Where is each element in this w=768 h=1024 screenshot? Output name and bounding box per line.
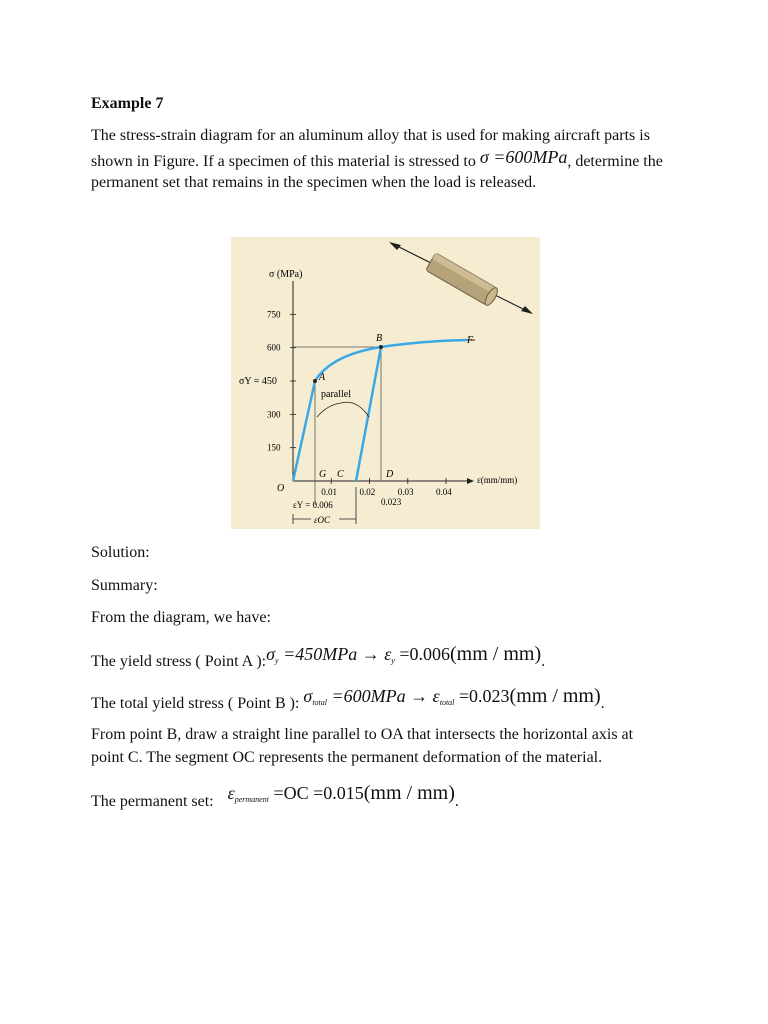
problem-line-3: permanent set that remains in the specimen when the load is released. — [91, 174, 537, 191]
sigma-subscript: total — [312, 698, 327, 707]
yield-stress-line — [91, 643, 546, 677]
permanent-prefix: The permanent set: — [91, 793, 218, 810]
yield-unit: (mm / mm) — [450, 643, 542, 665]
point-d-label: D — [386, 469, 394, 480]
point-a-label: A — [319, 372, 326, 383]
problem-line-2 — [91, 147, 663, 172]
epsilon-symbol: ε — [227, 783, 235, 803]
y-axis-label: σ (MPa) — [269, 269, 303, 280]
point-b-label: B — [376, 333, 383, 344]
y-tick-label: 300 — [267, 409, 281, 420]
sigma-subscript: y — [275, 656, 279, 665]
total-equation — [303, 686, 600, 706]
problem-line-2-text-a: shown in Figure. If a specimen of this material is stressed to — [91, 153, 480, 170]
permanent-unit: (mm / mm) — [363, 782, 455, 804]
eps-total-label: 0.023 — [381, 497, 402, 507]
stress-strain-figure — [231, 237, 540, 529]
epsilon-symbol: ε — [384, 644, 392, 664]
permanent-equation — [228, 783, 455, 803]
total-end: . — [600, 695, 605, 712]
total-eq-part-1: =600MPa → — [326, 686, 433, 706]
permanent-eq: =OC =0.015 — [268, 783, 364, 803]
sigma-y-label: σY = 450 — [239, 376, 277, 387]
total-eq-part-2: =0.023 — [454, 686, 510, 706]
yield-equation — [266, 644, 541, 664]
parallel-label: parallel — [321, 389, 351, 400]
total-stress-line — [91, 685, 605, 719]
epsilon-subscript: total — [439, 698, 455, 707]
yield-eq-part-1: =450MPa → — [278, 644, 385, 664]
problem-line-1: The stress-strain diagram for an aluminum alloy that is used for making aircraft parts is — [91, 127, 650, 144]
epsilon-symbol: ε — [432, 686, 440, 706]
total-unit: (mm / mm) — [509, 685, 601, 707]
summary-label: Summary: — [91, 577, 158, 594]
yield-eq-part-2: =0.006 — [394, 644, 451, 664]
point-c-label: C — [337, 469, 344, 480]
total-prefix: The total yield stress ( Point B ): — [91, 695, 304, 712]
sigma-600-expression: σ =600MPa — [479, 147, 568, 167]
origin-label: O — [277, 483, 285, 494]
y-tick-label: 600 — [267, 342, 281, 353]
x-axis-label: ε(mm/mm) — [477, 475, 518, 485]
eps-y-label: εY = 0.006 — [293, 500, 333, 510]
x-tick-label: 0.01 — [321, 487, 338, 497]
yield-prefix: The yield stress ( Point A ): — [91, 653, 267, 670]
yield-end: . — [541, 653, 546, 670]
epsilon-subscript: y — [391, 656, 395, 665]
from-diagram-text: From the diagram, we have: — [91, 609, 271, 626]
point-f-label: F — [467, 335, 474, 346]
example-heading: Example 7 — [91, 95, 164, 112]
sigma-symbol: σ — [303, 686, 313, 706]
x-tick-label: 0.02 — [359, 487, 376, 497]
point-g-label: G — [319, 469, 327, 480]
y-tick-label: 150 — [267, 442, 281, 453]
problem-line-2-text-b: , determine the — [567, 153, 663, 170]
epsilon-subscript: permanent — [234, 795, 269, 804]
permanent-set-line — [91, 782, 459, 817]
paragraph-line-2: point C. The segment OC represents the permanent deformation of the material. — [91, 749, 603, 766]
paragraph-line-1: From point B, draw a straight line parallel to OA that intersects the horizontal axis at — [91, 726, 634, 743]
solution-label: Solution: — [91, 544, 150, 561]
point-b-marker — [379, 345, 383, 349]
point-a-marker — [313, 379, 317, 383]
x-tick-label: 0.04 — [436, 487, 452, 497]
y-tick-label: 750 — [267, 309, 281, 320]
eps-oc-label: εOC — [314, 515, 331, 525]
sigma-symbol: σ — [266, 644, 275, 664]
x-tick-label: 0.03 — [397, 487, 414, 497]
permanent-end: . — [454, 793, 459, 810]
